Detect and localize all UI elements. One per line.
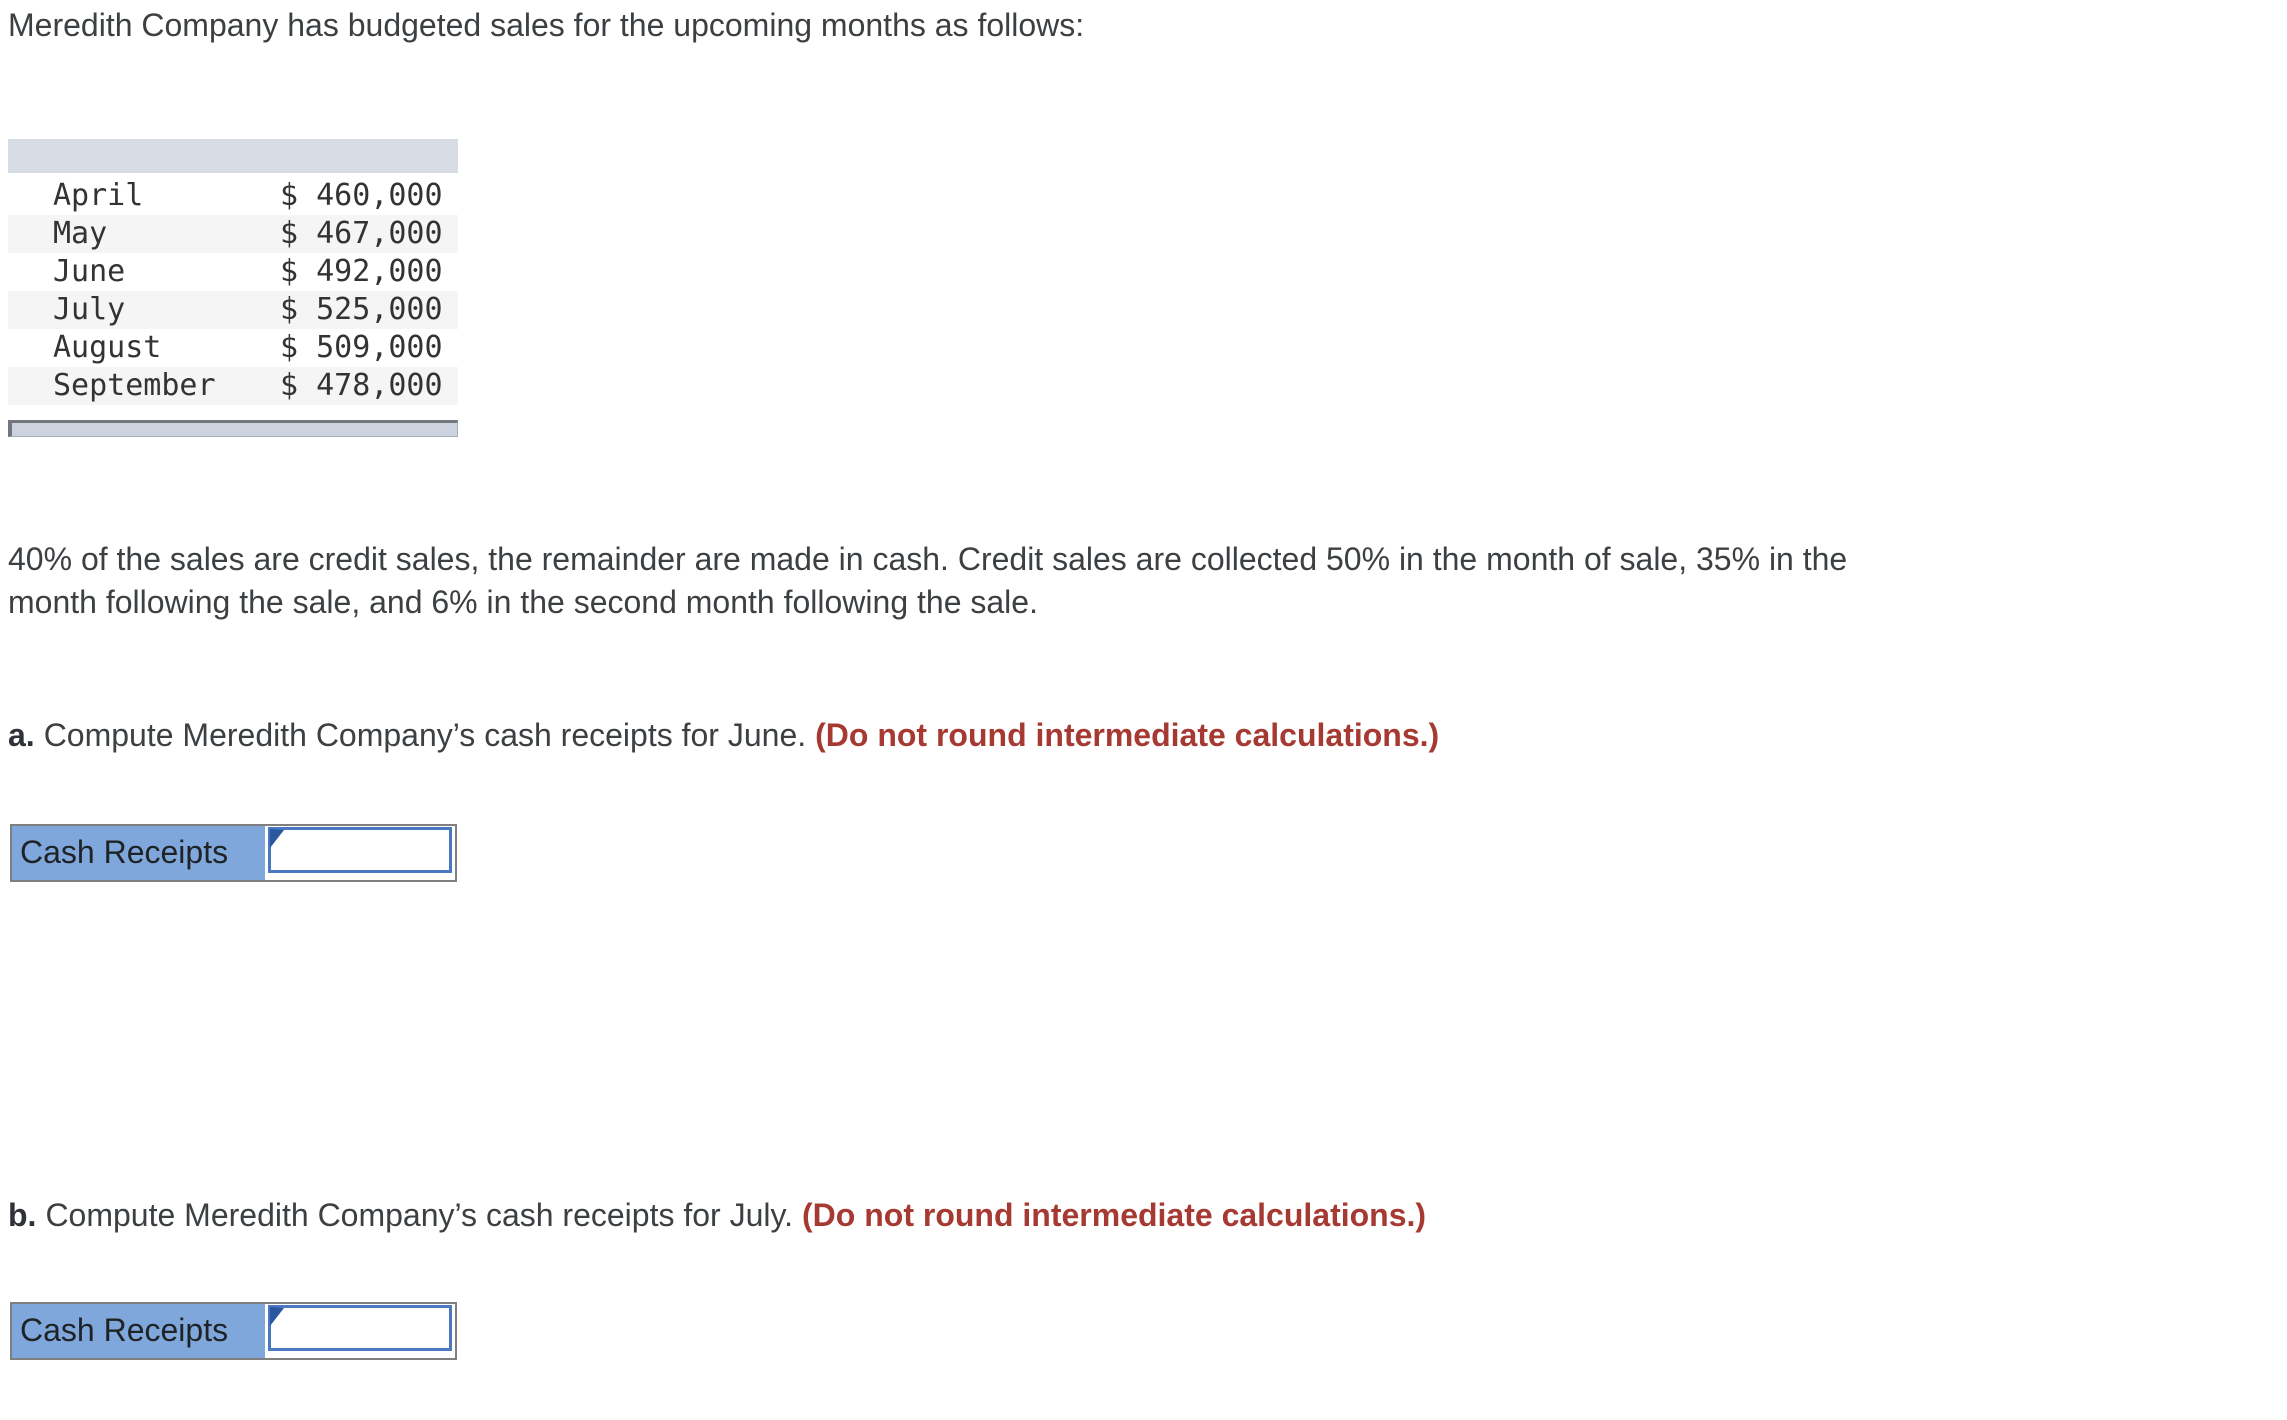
part-b-question: Compute Meredith Company’s cash receipts for July. [45, 1197, 794, 1233]
cash-receipts-row-june [10, 824, 457, 882]
intro-line-1: 40% of the sales are credit sales, the remainder are made in cash. Credit sales are collected 50% in the month of sale, 35% in the [8, 541, 1848, 577]
table-row [8, 329, 458, 367]
answer-flag-icon [270, 1307, 284, 1326]
cash-receipts-row-july [10, 1302, 457, 1360]
table-row [8, 253, 458, 291]
intro-paragraph [8, 538, 1847, 624]
page-title: Meredith Company has budgeted sales for the upcoming months as follows: [8, 7, 1085, 43]
month-label: July [53, 292, 126, 327]
sales-amount: $ 460,000 [280, 178, 443, 213]
budgeted-sales-table [8, 139, 458, 437]
table-row [8, 177, 458, 215]
table-row [8, 215, 458, 253]
sales-amount: $ 492,000 [280, 254, 443, 289]
sales-amount: $ 478,000 [280, 368, 443, 403]
part-a-note: (Do not round intermediate calculations.) [815, 717, 1440, 753]
month-label: April [53, 178, 144, 213]
sales-amount: $ 467,000 [280, 216, 443, 251]
table-row [8, 291, 458, 329]
part-b-heading [8, 1193, 1426, 1237]
part-b-prefix: b. [8, 1197, 37, 1233]
month-label: June [53, 254, 126, 289]
sales-amount: $ 509,000 [280, 330, 443, 365]
cash-receipts-input-july[interactable] [268, 1305, 452, 1351]
cash-receipts-label-july: Cash Receipts [12, 1304, 265, 1358]
month-label: May [53, 216, 108, 251]
month-label: August [53, 330, 162, 365]
part-a-question: Compute Meredith Company’s cash receipts for June. [43, 717, 807, 753]
cash-receipts-input-cell-june [265, 826, 455, 880]
part-a-heading [8, 713, 1439, 757]
answer-flag-icon [270, 829, 284, 848]
cash-receipts-input-june[interactable] [268, 827, 452, 873]
cash-receipts-input-cell-july [265, 1304, 455, 1358]
table-row [8, 367, 458, 405]
sales-amount: $ 525,000 [280, 292, 443, 327]
part-b-note: (Do not round intermediate calculations.) [802, 1197, 1427, 1233]
intro-line-2: month following the sale, and 6% in the second month following the sale. [8, 584, 1038, 620]
table-header-bar [8, 139, 458, 173]
cash-receipts-label-june: Cash Receipts [12, 826, 265, 880]
month-label: September [53, 368, 216, 403]
part-a-prefix: a. [8, 717, 35, 753]
horizontal-scrollbar[interactable] [8, 420, 458, 437]
